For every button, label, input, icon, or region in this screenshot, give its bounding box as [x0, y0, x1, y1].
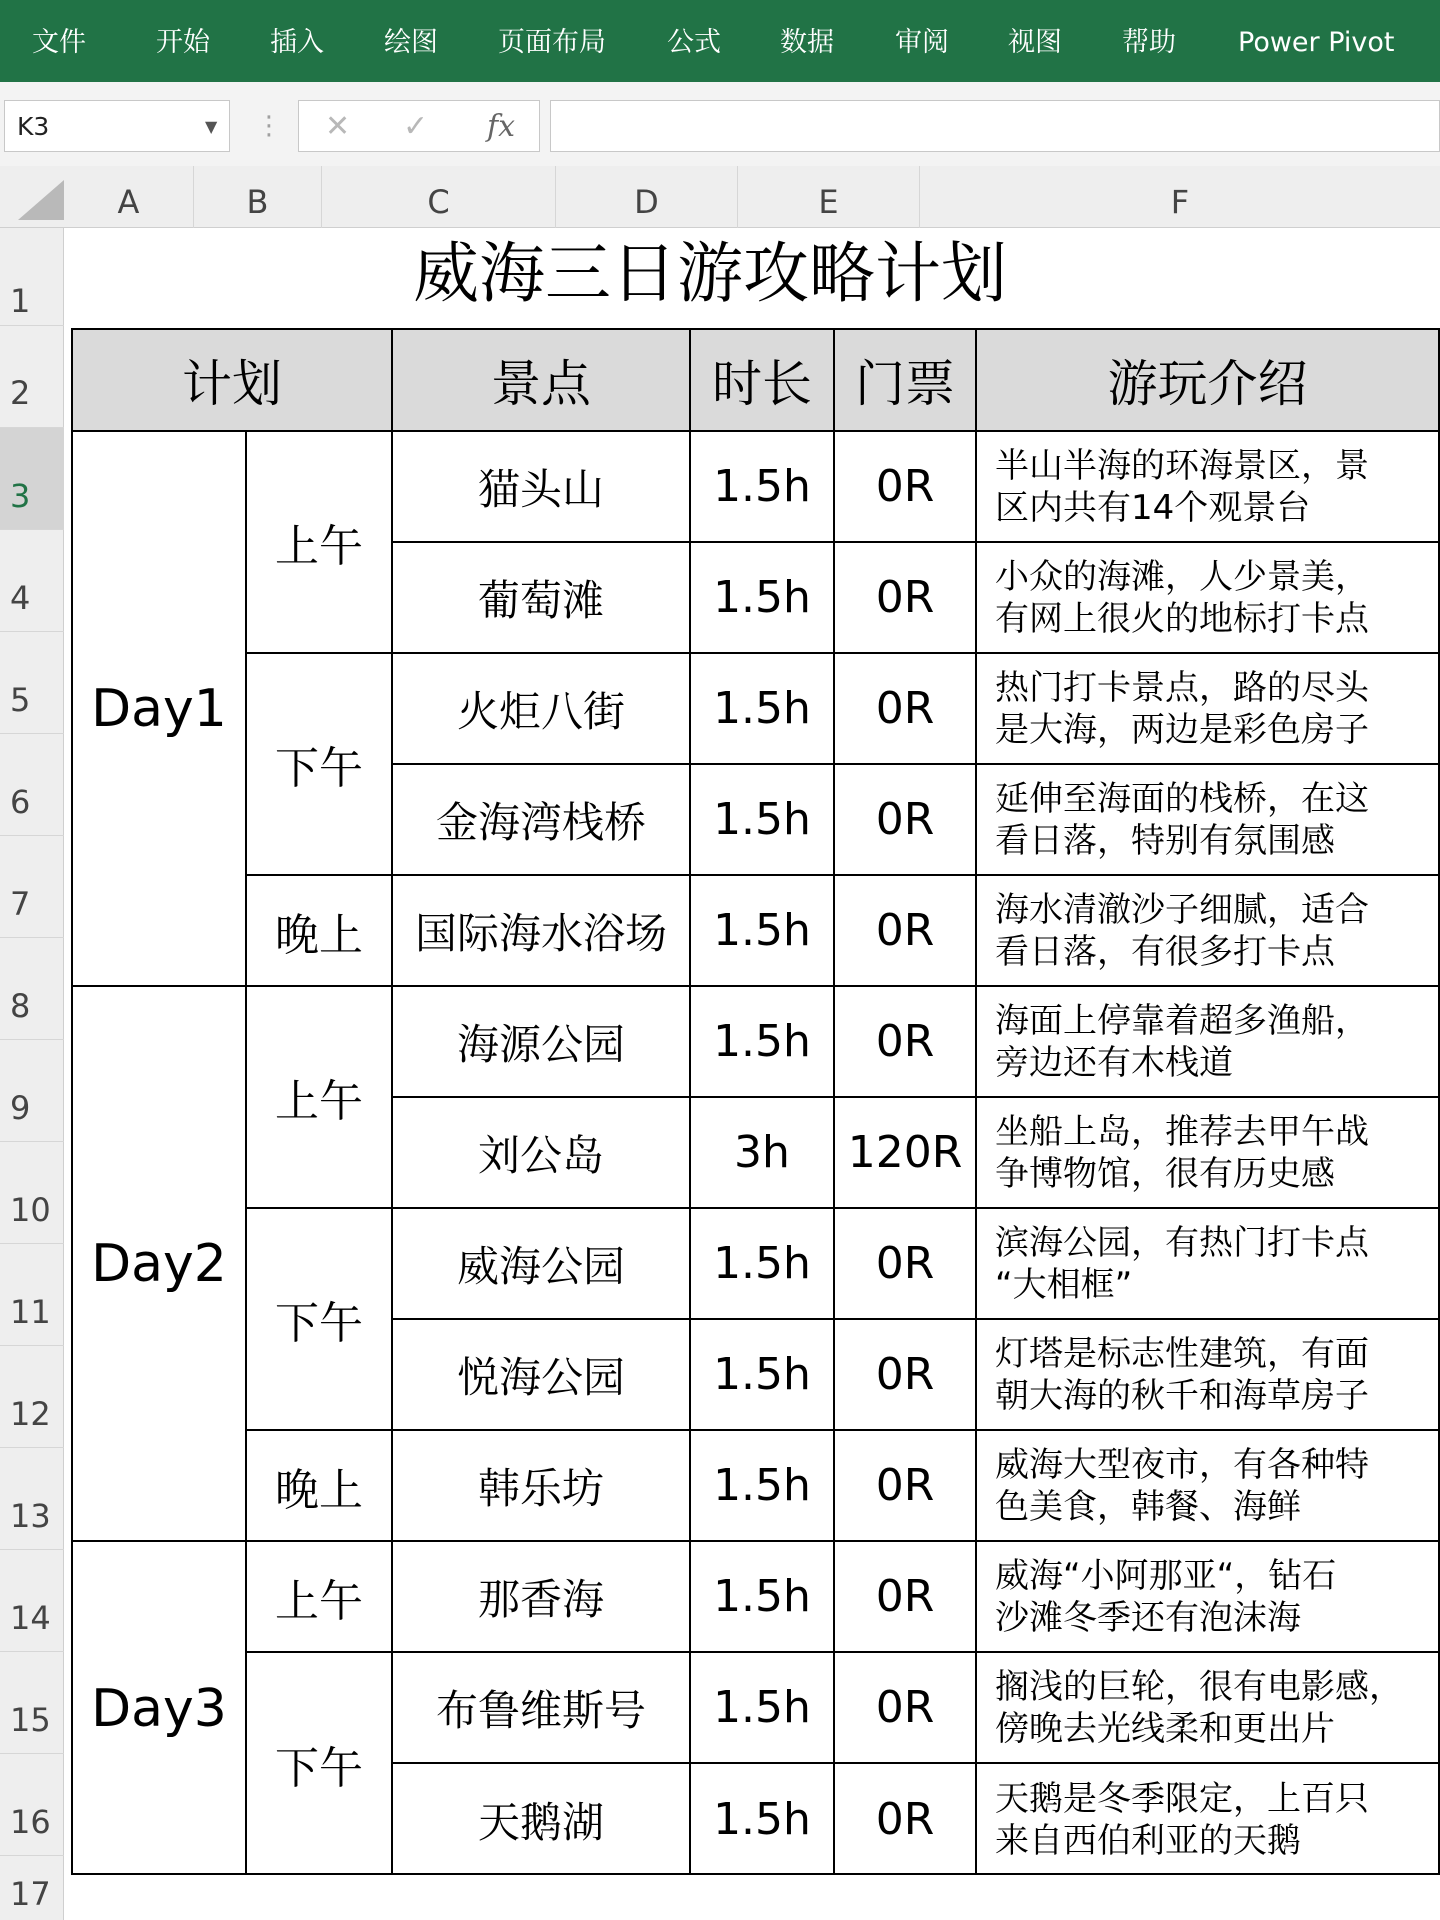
row-header-4[interactable]: 4 — [0, 530, 64, 632]
header-plan[interactable]: 计划 — [73, 330, 393, 432]
ticket-cell[interactable]: 0R — [835, 432, 977, 543]
spot-cell[interactable]: 悦海公园 — [393, 1320, 691, 1431]
cancel-icon[interactable]: ✕ — [325, 109, 351, 144]
duration-cell[interactable]: 1.5h — [691, 654, 835, 765]
menu-formulas[interactable]: 公式 — [667, 27, 721, 58]
sheet-title[interactable]: 威海三日游攻略计划 — [413, 235, 1007, 312]
ticket-cell[interactable]: 0R — [835, 987, 977, 1098]
spot-cell[interactable]: 刘公岛 — [393, 1098, 691, 1209]
row-header-1[interactable]: 1 — [0, 228, 64, 326]
duration-cell[interactable]: 1.5h — [691, 1320, 835, 1431]
period-cell[interactable]: 下午 — [247, 1209, 393, 1431]
row-header-6[interactable]: 6 — [0, 734, 64, 836]
column-header-f[interactable]: F — [1170, 183, 1190, 221]
day-cell-2[interactable]: Day2 — [73, 987, 247, 1542]
period-cell[interactable]: 下午 — [247, 654, 393, 876]
intro-cell[interactable]: 热门打卡景点，路的尽头 是大海，两边是彩色房子 — [977, 654, 1438, 765]
row-header-bar — [0, 228, 64, 1920]
intro-cell[interactable]: 海水清澈沙子细腻，适合 看日落，有很多打卡点 — [977, 876, 1438, 987]
row-header-2[interactable]: 2 — [0, 326, 64, 428]
name-box[interactable] — [4, 100, 230, 152]
header-spot[interactable]: 景点 — [393, 330, 691, 432]
spot-cell[interactable]: 海源公园 — [393, 987, 691, 1098]
ribbon-menu-bar — [0, 0, 1440, 82]
spot-cell[interactable]: 那香海 — [393, 1542, 691, 1653]
spot-cell[interactable]: 葡萄滩 — [393, 543, 691, 654]
ticket-cell[interactable]: 0R — [835, 1653, 977, 1764]
name-box-value: K3 — [17, 112, 50, 141]
row-header-13[interactable]: 13 — [0, 1448, 64, 1550]
duration-cell[interactable]: 1.5h — [691, 1209, 835, 1320]
duration-cell[interactable]: 1.5h — [691, 765, 835, 876]
intro-cell[interactable]: 灯塔是标志性建筑，有面 朝大海的秋千和海草房子 — [977, 1320, 1438, 1431]
row-header-8[interactable]: 8 — [0, 938, 64, 1040]
duration-cell[interactable]: 3h — [691, 1098, 835, 1209]
insert-function-icon[interactable]: fx — [487, 109, 516, 144]
column-header-bar — [0, 166, 1440, 228]
intro-cell[interactable]: 搁浅的巨轮，很有电影感， 傍晚去光线柔和更出片 — [977, 1653, 1438, 1764]
column-header-d[interactable]: D — [556, 166, 738, 228]
ticket-cell[interactable]: 120R — [835, 1098, 977, 1209]
menu-view[interactable]: 视图 — [1008, 27, 1062, 58]
ticket-cell[interactable]: 0R — [835, 1542, 977, 1653]
row-header-14[interactable]: 14 — [0, 1550, 64, 1652]
spot-cell[interactable]: 国际海水浴场 — [393, 876, 691, 987]
row-header-10[interactable]: 10 — [0, 1142, 64, 1244]
duration-cell[interactable]: 1.5h — [691, 1764, 835, 1875]
column-header-a[interactable]: A — [64, 166, 194, 228]
header-intro[interactable]: 游玩介绍 — [977, 330, 1438, 432]
menu-review[interactable]: 审阅 — [895, 27, 949, 58]
itinerary-table — [71, 328, 1440, 1875]
duration-cell[interactable]: 1.5h — [691, 876, 835, 987]
row-header-12[interactable]: 12 — [0, 1346, 64, 1448]
menu-data[interactable]: 数据 — [780, 27, 834, 58]
row-header-16[interactable]: 16 — [0, 1754, 64, 1856]
duration-cell[interactable]: 1.5h — [691, 1431, 835, 1542]
period-cell[interactable]: 下午 — [247, 1653, 393, 1875]
period-cell[interactable]: 晚上 — [247, 1431, 393, 1542]
intro-cell[interactable]: 威海“小阿那亚“，钻石 沙滩冬季还有泡沫海 — [977, 1542, 1438, 1653]
ticket-cell[interactable]: 0R — [835, 1209, 977, 1320]
duration-cell[interactable]: 1.5h — [691, 1542, 835, 1653]
chevron-down-icon[interactable]: ▼ — [205, 117, 218, 136]
ticket-cell[interactable]: 0R — [835, 765, 977, 876]
day-cell-3[interactable]: Day3 — [73, 1542, 247, 1875]
column-header-b[interactable]: B — [194, 166, 322, 228]
formula-input[interactable] — [550, 100, 1440, 152]
row-header-5[interactable]: 5 — [0, 632, 64, 734]
intro-cell[interactable]: 延伸至海面的栈桥，在这 看日落，特别有氛围感 — [977, 765, 1438, 876]
column-header-c[interactable]: C — [322, 166, 556, 228]
spot-cell[interactable]: 韩乐坊 — [393, 1431, 691, 1542]
spot-cell[interactable]: 天鹅湖 — [393, 1764, 691, 1875]
spot-cell[interactable]: 猫头山 — [393, 432, 691, 543]
spot-cell[interactable]: 威海公园 — [393, 1209, 691, 1320]
row-header-7[interactable]: 7 — [0, 836, 64, 938]
row-header-3[interactable]: 3 — [0, 428, 64, 530]
ticket-cell[interactable]: 0R — [835, 876, 977, 987]
menu-file[interactable]: 文件 — [32, 27, 86, 58]
duration-cell[interactable]: 1.5h — [691, 543, 835, 654]
intro-cell[interactable]: 天鹅是冬季限定，上百只 来自西伯利亚的天鹅 — [995, 1778, 1369, 1861]
menu-home[interactable]: 开始 — [156, 27, 210, 58]
intro-cell[interactable]: 小众的海滩，人少景美， 有网上很火的地标打卡点 — [977, 543, 1438, 654]
intro-cell[interactable]: 威海大型夜市，有各种特 色美食，韩餐、海鲜 — [977, 1431, 1438, 1542]
header-ticket[interactable]: 门票 — [835, 330, 977, 432]
intro-cell[interactable]: 海面上停靠着超多渔船， 旁边还有木栈道 — [977, 987, 1438, 1098]
formula-buttons — [298, 100, 540, 152]
menu-power-pivot[interactable]: Power Pivot — [1238, 27, 1395, 58]
row-header-17[interactable]: 17 — [10, 1875, 51, 1913]
intro-cell[interactable]: 滨海公园，有热门打卡点 “大相框” — [977, 1209, 1438, 1320]
ticket-cell[interactable]: 0R — [835, 1764, 977, 1875]
ticket-cell[interactable]: 0R — [835, 1320, 977, 1431]
intro-cell[interactable]: 半山半海的环海景区，景 区内共有14个观景台 — [977, 432, 1438, 543]
spot-cell[interactable]: 布鲁维斯号 — [393, 1653, 691, 1764]
menu-help[interactable]: 帮助 — [1122, 27, 1176, 58]
duration-cell[interactable]: 1.5h — [691, 432, 835, 543]
column-header-e[interactable]: E — [738, 166, 920, 228]
day-cell-1[interactable]: Day1 — [73, 432, 247, 987]
period-cell[interactable]: 上午 — [247, 432, 393, 654]
period-cell[interactable]: 晚上 — [247, 876, 393, 987]
spot-cell[interactable]: 金海湾栈桥 — [393, 765, 691, 876]
row-header-15[interactable]: 15 — [0, 1652, 64, 1754]
row-header-9[interactable]: 9 — [0, 1040, 64, 1142]
period-cell[interactable]: 上午 — [247, 1542, 393, 1653]
period-cell[interactable]: 上午 — [247, 987, 393, 1209]
ticket-cell[interactable]: 0R — [835, 543, 977, 654]
menu-draw[interactable]: 绘图 — [384, 27, 438, 58]
enter-icon[interactable]: ✓ — [403, 109, 429, 144]
intro-cell[interactable]: 坐船上岛，推荐去甲午战 争博物馆，很有历史感 — [977, 1098, 1438, 1209]
spot-cell[interactable]: 火炬八街 — [393, 654, 691, 765]
duration-cell[interactable]: 1.5h — [691, 1653, 835, 1764]
select-all-corner[interactable] — [18, 180, 64, 220]
row-header-11[interactable]: 11 — [0, 1244, 64, 1346]
menu-page-layout[interactable]: 页面布局 — [498, 27, 606, 58]
header-duration[interactable]: 时长 — [691, 330, 835, 432]
drag-handle-icon[interactable]: ⋮ — [256, 111, 282, 141]
ticket-cell[interactable]: 0R — [835, 1431, 977, 1542]
menu-insert[interactable]: 插入 — [270, 27, 324, 58]
duration-cell[interactable]: 1.5h — [691, 987, 835, 1098]
ticket-cell[interactable]: 0R — [835, 654, 977, 765]
